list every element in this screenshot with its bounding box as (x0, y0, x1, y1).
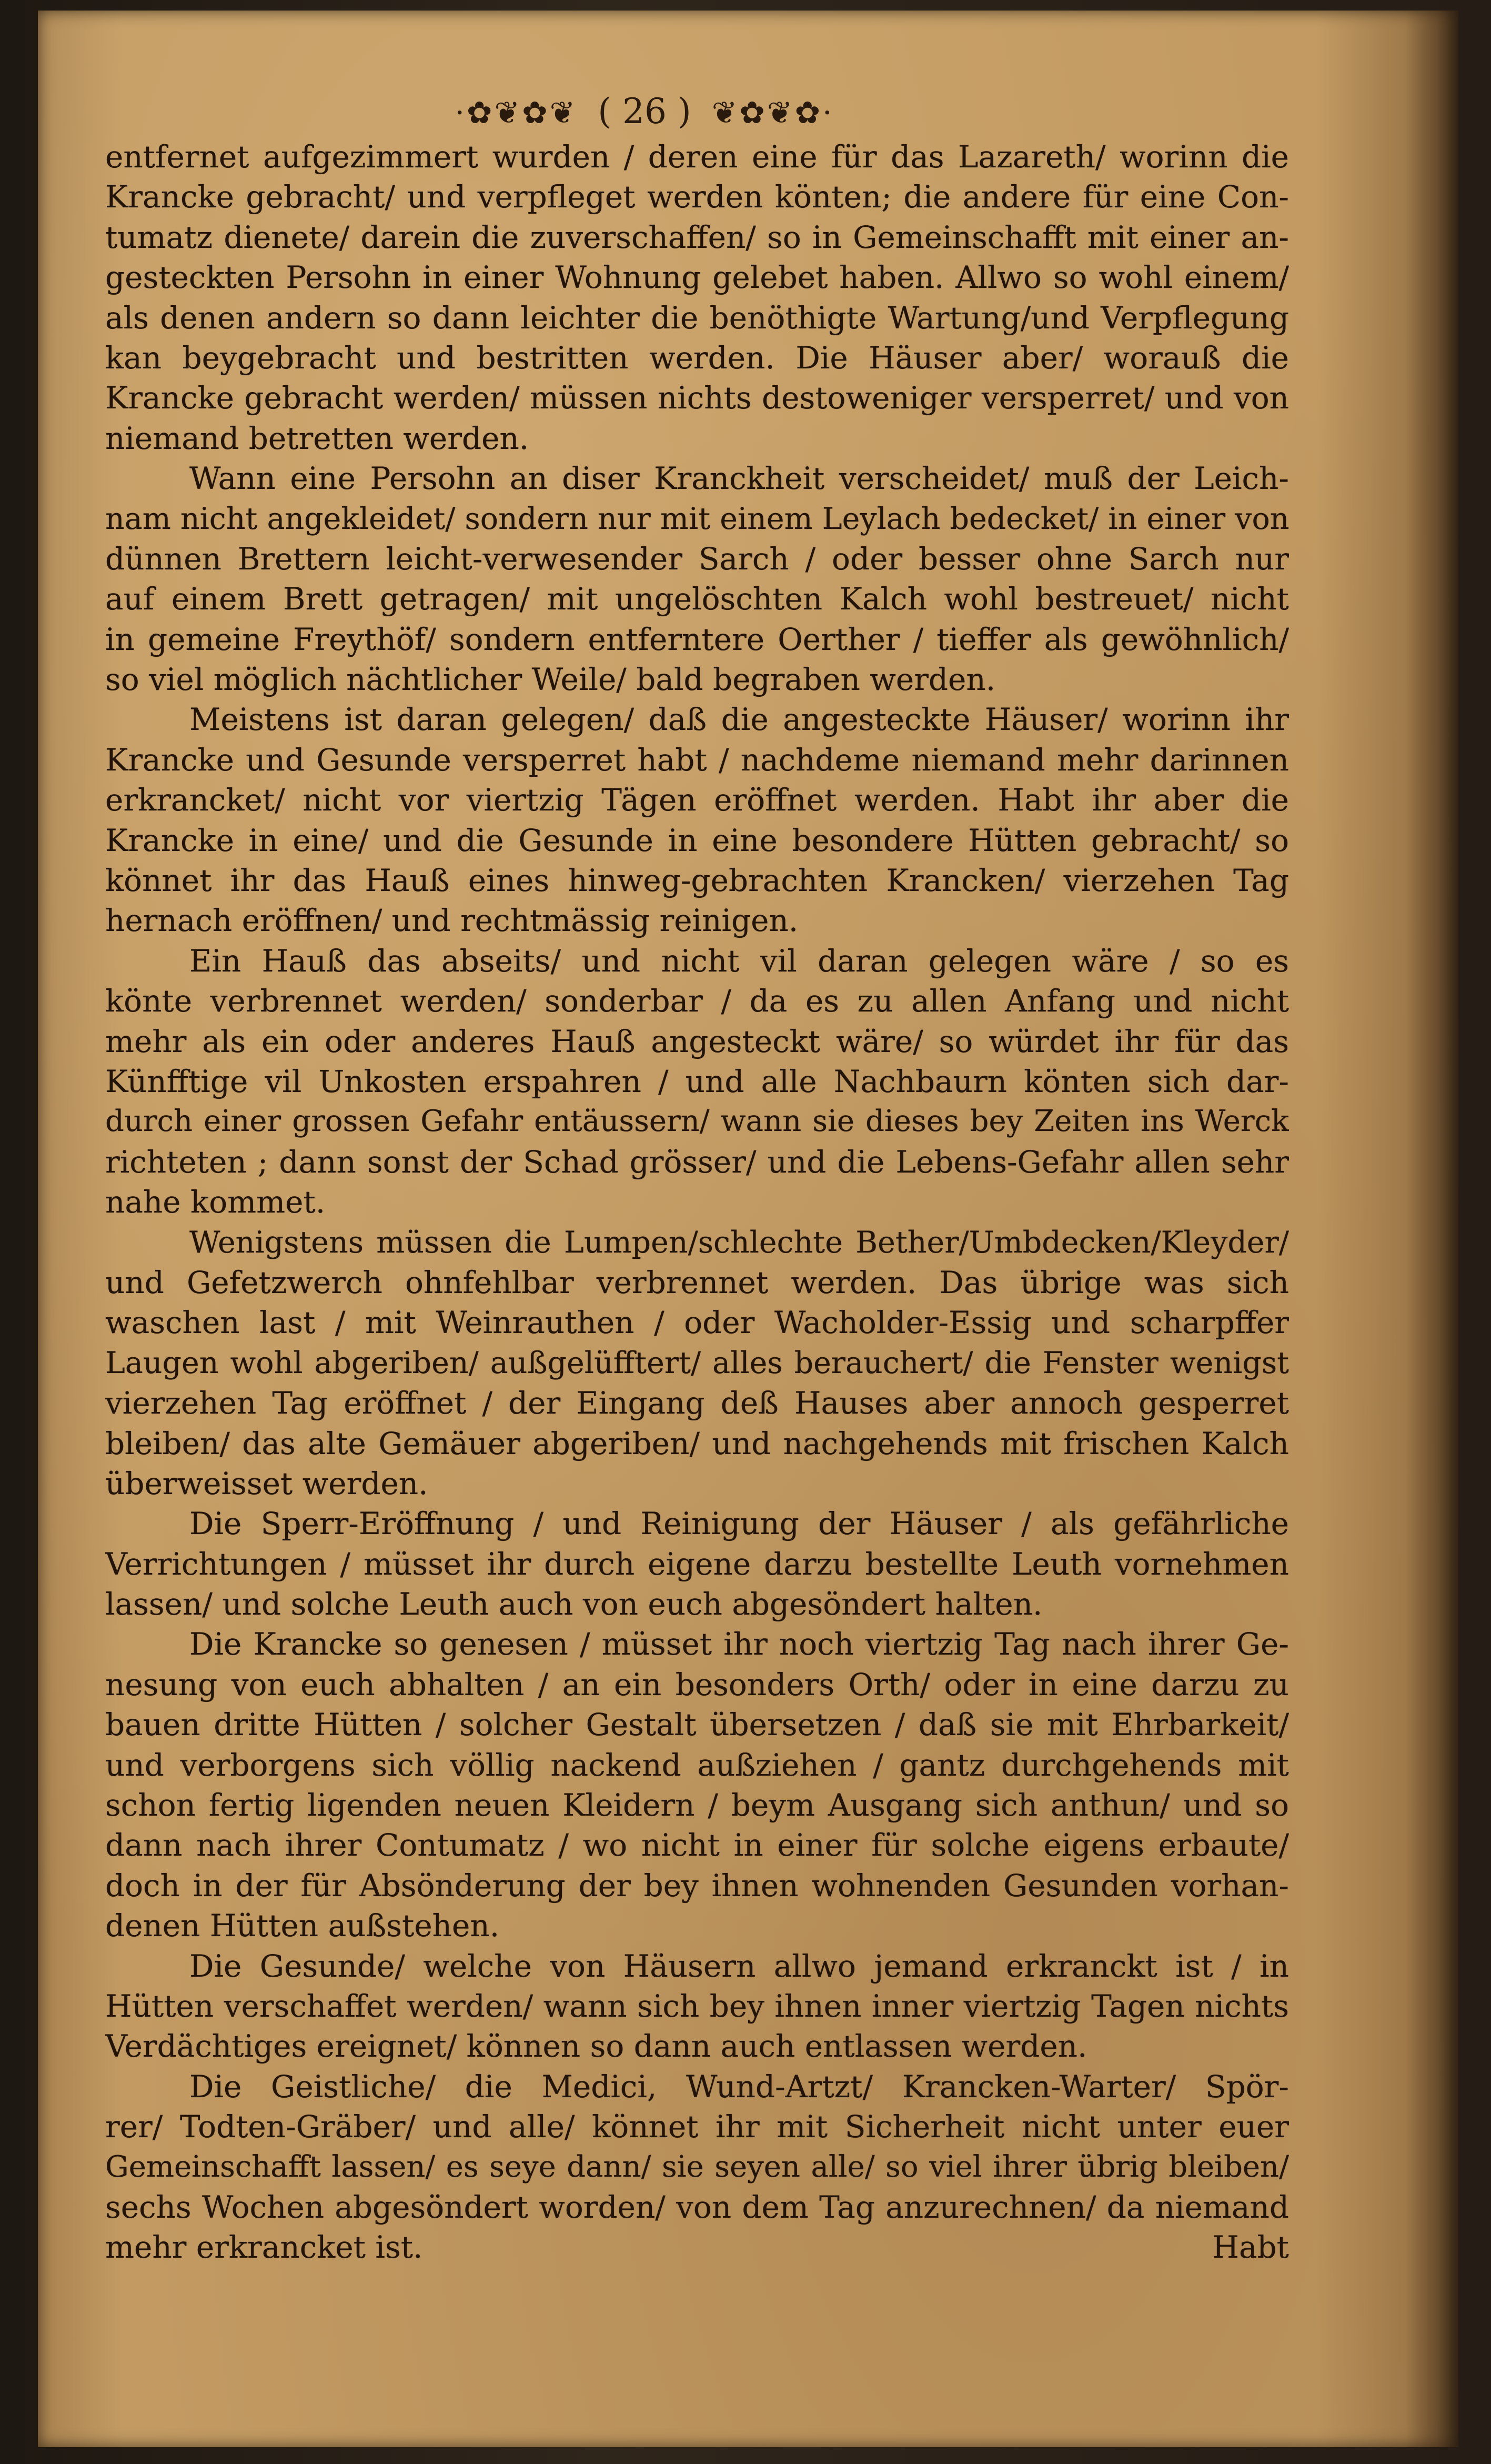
text-line: überweisset werden. (105, 1465, 428, 1501)
text-line: und Gefetzwerch ohnfehlbar verbrennet werden. Das übrige was sich (105, 1264, 1289, 1300)
text-line: Die Gesunde/ welche von Häusern allwo jemand erkranckt ist / in (189, 1948, 1289, 1984)
text-line: rer/ Todten-Gräber/ und alle/ könnet ihr mit Sicherheit nicht unter euer (105, 2109, 1289, 2145)
text-line: und verborgens sich völlig nackend außziehen / gantz durchgehends mit (105, 1747, 1289, 1783)
text-line: Meistens ist daran gelegen/ daß die angesteckte Häuser/ worinn ihr (189, 702, 1289, 738)
body-text (105, 137, 1289, 2268)
catchword: Habt (1212, 2229, 1289, 2266)
text-line: Künfftige vil Unkosten erspahren / und alle Nachbaurn könten sich dar- (105, 1063, 1289, 1099)
text-line-final (105, 2227, 1289, 2267)
text-line: Krancke gebracht werden/ müssen nichts destoweniger versperret/ und von (105, 380, 1289, 416)
header-ornament-left: ·✿❦✿❦ (455, 95, 578, 131)
text-line: Die Geistliche/ die Medici, Wund-Artzt/ Krancken-Warter/ Spör- (189, 2068, 1289, 2105)
text-line: Ein Hauß das abseits/ und nicht vil daran gelegen wäre / so es (189, 943, 1289, 979)
text-line: Wann eine Persohn an diser Kranckheit verscheidet/ muß der Leich- (189, 460, 1289, 497)
text-line: hernach eröffnen/ und rechtmässig reinigen. (105, 903, 799, 939)
page-gutter-shadow (1406, 11, 1458, 2447)
text-line: schon fertig ligenden neuen Kleidern / beym Ausgang sich anthun/ und so (105, 1787, 1289, 1824)
page-header (0, 91, 1289, 134)
text-line: so viel möglich nächtlicher Weile/ bald begraben werden. (105, 662, 996, 698)
text-line: dann nach ihrer Contumatz / wo nicht in einer für solche eigens erbaute/ (105, 1827, 1289, 1864)
text-line: auf einem Brett getragen/ mit ungelöschten Kalch wohl bestreuet/ nicht (105, 581, 1289, 617)
text-line: Krancke in eine/ und die Gesunde in eine besondere Hütten gebracht/ so (105, 822, 1289, 858)
text-line: doch in der für Absönderung der bey ihnen wohnenden Gesunden vorhan- (105, 1867, 1289, 1904)
text-line: vierzehen Tag eröffnet / der Eingang deß Hauses aber annoch gesperret (105, 1385, 1289, 1421)
text-line: sechs Wochen abgesöndert worden/ von dem Tag anzurechnen/ da niemand (105, 2189, 1289, 2225)
text-line: nam nicht angekleidet/ sondern nur mit einem Leylach bedecket/ in einer von (105, 501, 1289, 536)
text-line: Verdächtiges ereignet/ können so dann auch entlassen werden. (105, 2028, 1087, 2065)
text-line: Hütten verschaffet werden/ wann sich bey ihnen inner viertzig Tagen nichts (105, 1988, 1289, 2024)
page-number: ( 26 ) (598, 91, 691, 132)
text-line: Krancke gebracht/ und verpfleget werden könten; die andere für eine Con- (105, 179, 1289, 215)
final-line-text: mehr erkrancket ist. (105, 2229, 423, 2266)
text-line: niemand betretten werden. (105, 420, 529, 456)
text-line: könnet ihr das Hauß eines hinweg-gebrachten Krancken/ vierzehen Tag (105, 863, 1289, 899)
header-ornament-right: ❦✿❦✿· (711, 95, 834, 131)
text-line: in gemeine Freythöf/ sondern entferntere Oerther / tieffer als gewöhnlich/ (105, 621, 1289, 657)
text-line: nesung von euch abhalten / an ein besonders Orth/ oder in eine darzu zu (105, 1666, 1289, 1702)
text-line: mehr als ein oder anderes Hauß angesteckt wäre/ so würdet ihr für das (105, 1023, 1289, 1059)
text-line: durch einer grossen Gefahr entäussern/ wann sie dieses bey Zeiten ins Werck (105, 1104, 1289, 1139)
text-line: Die Krancke so genesen / müsset ihr noch viertzig Tag nach ihrer Ge- (189, 1626, 1289, 1662)
text-line: erkrancket/ nicht vor viertzig Tägen eröffnet werden. Habt ihr aber die (105, 782, 1289, 818)
text-line: könte verbrennet werden/ sonderbar / da es zu allen Anfang und nicht (105, 983, 1289, 1019)
text-line: Wenigstens müssen die Lumpen/schlechte Bether/Umbdecken/Kleyder/ (189, 1225, 1289, 1260)
text-line: lassen/ und solche Leuth auch von euch abgesöndert halten. (105, 1586, 1043, 1622)
text-line: gesteckten Persohn in einer Wohnung gelebet haben. Allwo so wohl einem/ (105, 259, 1289, 296)
text-line: Die Sperr-Eröffnung / und Reinigung der Häuser / als gefährliche (189, 1506, 1289, 1542)
text-line: nahe kommet. (105, 1184, 326, 1220)
text-line: Gemeinschafft lassen/ es seye dann/ sie seyen alle/ so viel ihrer übrig bleiben/ (105, 2149, 1289, 2184)
text-line: dünnen Brettern leicht-verwesender Sarch / oder besser ohne Sarch nur (105, 540, 1289, 577)
text-line: als denen andern so dann leichter die benöthigte Wartung/und Verpflegung (105, 299, 1289, 336)
text-line: bleiben/ das alte Gemäuer abgeriben/ und nachgehends mit frischen Kalch (105, 1425, 1289, 1461)
text-line: waschen last / mit Weinrauthen / oder Wacholder-Essig und scharpffer (105, 1305, 1289, 1341)
text-line: bauen dritte Hütten / solcher Gestalt übersetzen / daß sie mit Ehrbarkeit/ (105, 1707, 1289, 1743)
text-line: Laugen wohl abgeriben/ außgelüfftert/ alles berauchert/ die Fenster wenigst (105, 1345, 1289, 1380)
text-line: richteten ; dann sonst der Schad grösser/ und die Lebens-Gefahr allen sehr (105, 1144, 1289, 1180)
text-line: kan beygebracht und bestritten werden. Die Häuser aber/ worauß die (105, 339, 1289, 376)
text-line: entfernet aufgezimmert wurden / deren eine für das Lazareth/ worinn die (105, 139, 1289, 175)
text-line: denen Hütten außstehen. (105, 1908, 500, 1944)
text-line: Krancke und Gesunde versperret habt / nachdeme niemand mehr darinnen (105, 742, 1289, 778)
text-line: Verrichtungen / müsset ihr durch eigene darzu bestellte Leuth vornehmen (105, 1546, 1289, 1582)
text-line: tumatz dienete/ darein die zuverschaffen/ so in Gemeinschafft mit einer an- (105, 219, 1289, 255)
